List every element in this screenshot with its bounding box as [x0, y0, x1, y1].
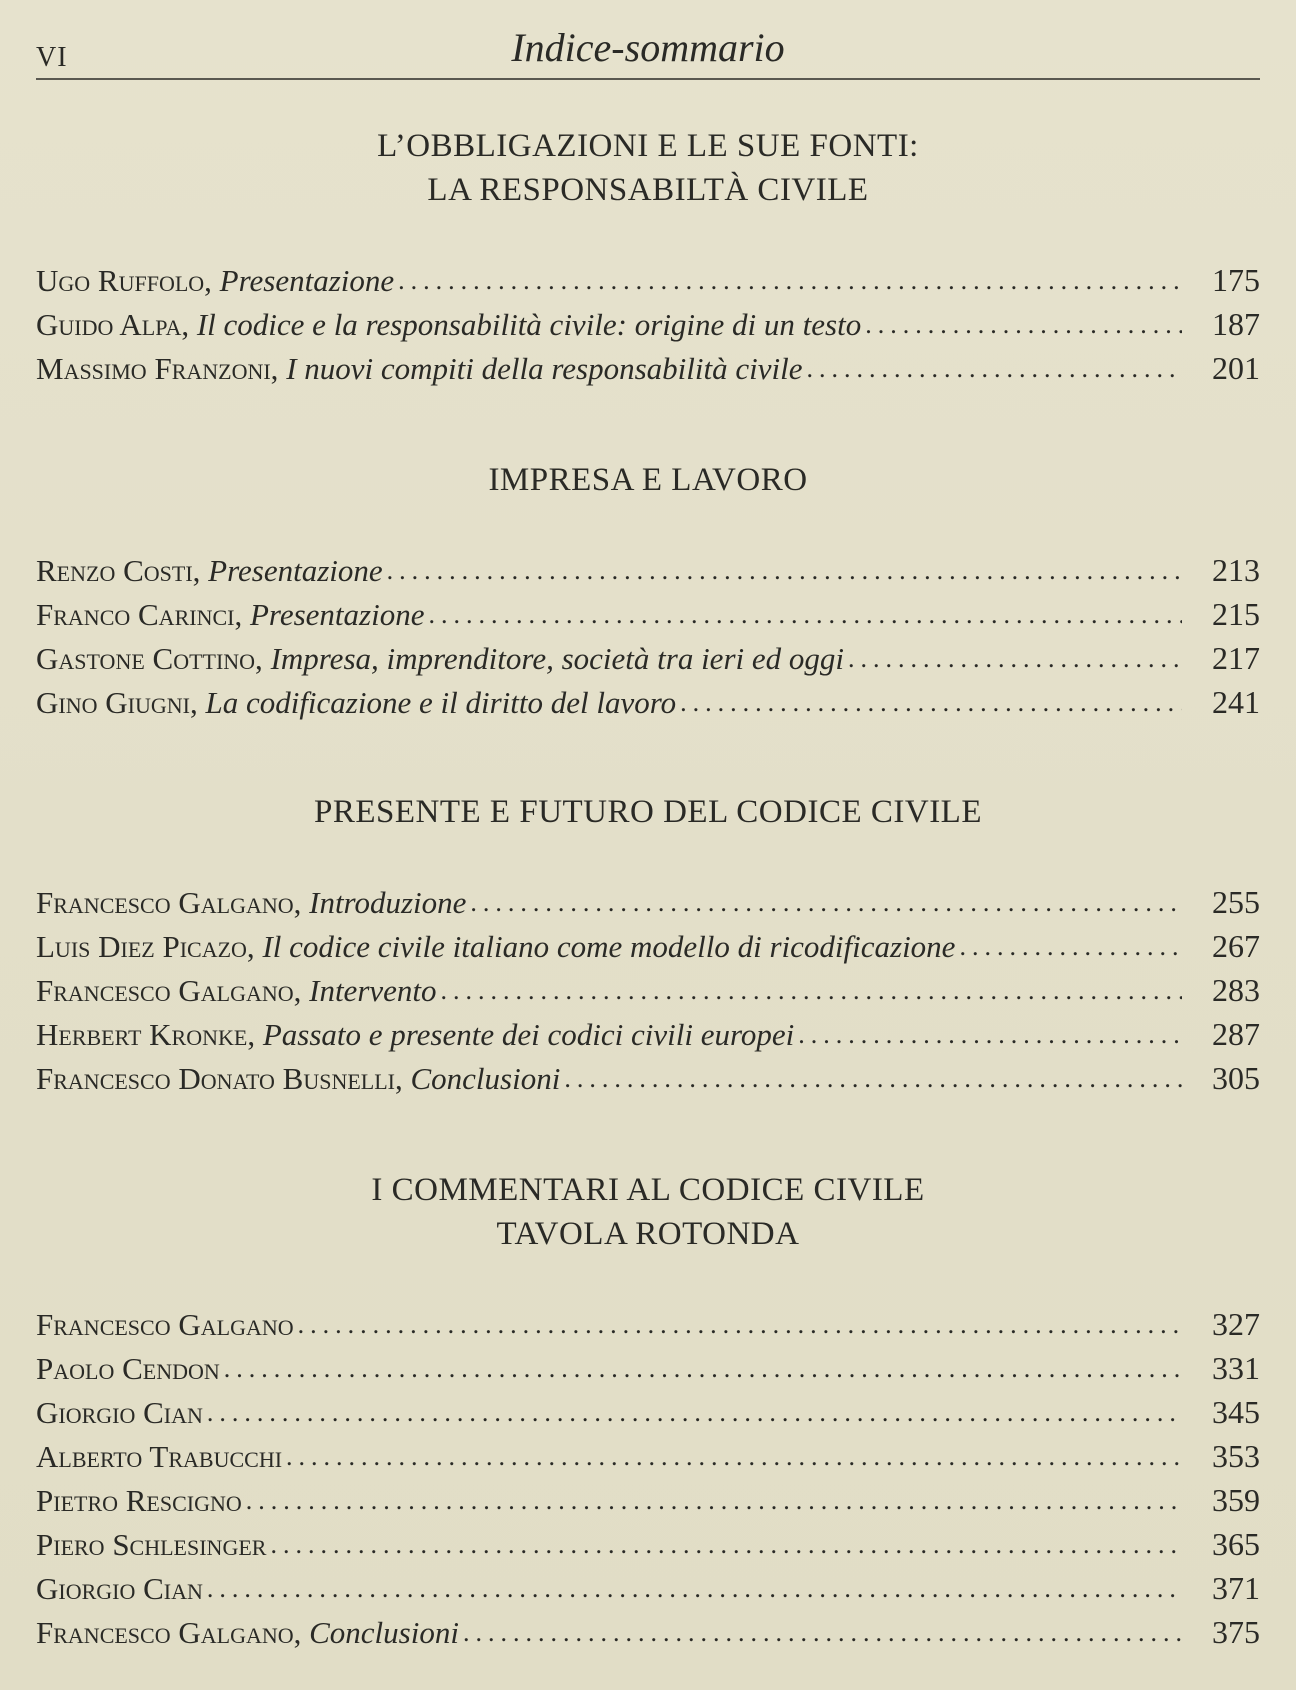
entry-title: Conclusioni — [309, 1615, 459, 1650]
toc-entries — [36, 548, 1260, 724]
toc-entry — [36, 1346, 1260, 1390]
toc-entry — [36, 346, 1260, 390]
entry-page-number: 283 — [1212, 972, 1260, 1008]
dot-leader — [207, 1391, 1182, 1435]
entry-author: Pietro Rescigno — [36, 1483, 242, 1518]
toc-entry — [36, 1434, 1260, 1478]
section-commentari — [36, 1168, 1260, 1650]
section-title-line: PRESENTE E FUTURO DEL CODICE CIVILE — [314, 794, 982, 830]
section-title-line: LA RESPONSABILTÀ CIVILE — [427, 172, 869, 208]
toc-entry — [36, 1478, 1260, 1522]
entry-title: Conclusioni — [410, 1061, 561, 1096]
entry-page-number: 371 — [1212, 1570, 1260, 1606]
entry-page-number: 331 — [1212, 1350, 1260, 1386]
dot-leader — [470, 881, 1182, 925]
toc-entries — [36, 880, 1260, 1100]
dot-leader — [428, 593, 1182, 637]
entry-title: I nuovi compiti della responsabilità civile — [286, 351, 803, 386]
dot-leader — [224, 1347, 1182, 1391]
dot-leader — [207, 1567, 1182, 1611]
section-presente-futuro — [36, 790, 1260, 1096]
dot-leader — [270, 1523, 1182, 1567]
toc-entry — [36, 1610, 1260, 1654]
entry-author: Gastone Cottino, — [36, 641, 263, 676]
toc-entry — [36, 924, 1260, 968]
entry-page-number: 365 — [1212, 1526, 1260, 1562]
section-title-line: IMPRESA E LAVORO — [488, 462, 808, 498]
entry-title: Intervento — [309, 973, 437, 1008]
toc-entry — [36, 1056, 1260, 1100]
entry-title: Presentazione — [208, 553, 383, 588]
entry-page-number: 267 — [1212, 928, 1260, 964]
entry-author: Guido Alpa, — [36, 307, 190, 342]
toc-entry — [36, 592, 1260, 636]
entry-author: Francesco Galgano — [36, 1307, 294, 1342]
folio-number: VI — [36, 42, 68, 73]
toc-entry — [36, 968, 1260, 1012]
running-title: Indice-sommario — [511, 25, 785, 70]
entry-author: Herbert Kronke, — [36, 1017, 256, 1052]
entry-author: Paolo Cendon — [36, 1351, 220, 1386]
entry-page-number: 213 — [1212, 552, 1260, 588]
section-title — [36, 790, 1260, 834]
entry-page-number: 345 — [1212, 1394, 1260, 1430]
dot-leader — [398, 259, 1182, 303]
entry-page-number: 187 — [1212, 306, 1260, 342]
entry-author: Francesco Galgano, — [36, 1615, 302, 1650]
entry-author: Franco Carinci, — [36, 597, 243, 632]
entry-title: Impresa, imprenditore, società tra ieri ed oggi — [270, 641, 844, 676]
dot-leader — [286, 1435, 1182, 1479]
section-title — [36, 124, 1260, 212]
entry-author: Luis Diez Picazo, — [36, 929, 255, 964]
entry-page-number: 305 — [1212, 1060, 1260, 1096]
entry-author: Massimo Franzoni, — [36, 351, 279, 386]
toc-entries — [36, 258, 1260, 390]
dot-leader — [680, 681, 1182, 725]
entry-title: La codificazione e il diritto del lavoro — [205, 685, 677, 720]
entry-author: Gino Giugni, — [36, 685, 198, 720]
entry-title: Passato e presente dei codici civili europei — [262, 1017, 795, 1052]
entry-page-number: 175 — [1212, 262, 1260, 298]
toc-entry — [36, 1522, 1260, 1566]
section-obbligazioni — [36, 124, 1260, 386]
dot-leader — [441, 969, 1182, 1013]
entry-author: Alberto Trabucchi — [36, 1439, 283, 1474]
toc-entry — [36, 302, 1260, 346]
entry-author: Francesco Galgano, — [36, 885, 302, 920]
dot-leader — [463, 1611, 1182, 1655]
toc-entry — [36, 636, 1260, 680]
toc-entry — [36, 880, 1260, 924]
entry-page-number: 215 — [1212, 596, 1260, 632]
entry-author: Piero Schlesinger — [36, 1527, 267, 1562]
entry-page-number: 201 — [1212, 350, 1260, 386]
entry-author: Giorgio Cian — [36, 1395, 203, 1430]
section-title — [36, 458, 1260, 502]
toc-entry — [36, 548, 1260, 592]
entry-author: Giorgio Cian — [36, 1571, 203, 1606]
toc-entry — [36, 1566, 1260, 1610]
dot-leader — [798, 1013, 1182, 1057]
toc-entry — [36, 1390, 1260, 1434]
entry-page-number: 375 — [1212, 1614, 1260, 1650]
toc-entries — [36, 1302, 1260, 1654]
entry-page-number: 327 — [1212, 1306, 1260, 1342]
dot-leader — [865, 303, 1182, 347]
toc-entry — [36, 258, 1260, 302]
section-title-line: L’OBBLIGAZIONI E LE SUE FONTI: — [377, 128, 919, 164]
section-title — [36, 1168, 1260, 1256]
dot-leader — [246, 1479, 1182, 1523]
section-impresa-lavoro — [36, 458, 1260, 720]
entry-page-number: 241 — [1212, 684, 1260, 720]
toc-entry — [36, 680, 1260, 724]
entry-author: Ugo Ruffolo, — [36, 263, 212, 298]
toc-entry — [36, 1012, 1260, 1056]
entry-title: Il codice e la responsabilità civile: origine di un testo — [196, 307, 862, 342]
dot-leader — [298, 1303, 1182, 1347]
entry-title: Il codice civile italiano come modello di ricodificazione — [262, 929, 956, 964]
entry-title: Presentazione — [249, 597, 425, 632]
entry-page-number: 255 — [1212, 884, 1260, 920]
dot-leader — [959, 925, 1182, 969]
entry-author: Francesco Galgano, — [36, 973, 302, 1008]
entry-page-number: 353 — [1212, 1438, 1260, 1474]
section-title-line: I COMMENTARI AL CODICE CIVILE — [371, 1172, 925, 1208]
section-title-line: TAVOLA ROTONDA — [496, 1216, 800, 1252]
page-header — [36, 18, 1260, 82]
entry-title: Introduzione — [309, 885, 467, 920]
dot-leader — [806, 347, 1182, 391]
entry-page-number: 359 — [1212, 1482, 1260, 1518]
entry-author: Francesco Donato Busnelli, — [36, 1061, 403, 1096]
entry-page-number: 287 — [1212, 1016, 1260, 1052]
entry-page-number: 217 — [1212, 640, 1260, 676]
toc-entry — [36, 1302, 1260, 1346]
dot-leader — [564, 1057, 1182, 1101]
header-rule — [36, 78, 1260, 80]
dot-leader — [387, 549, 1182, 593]
dot-leader — [848, 637, 1182, 681]
entry-author: Renzo Costi, — [36, 553, 201, 588]
entry-title: Presentazione — [219, 263, 395, 298]
